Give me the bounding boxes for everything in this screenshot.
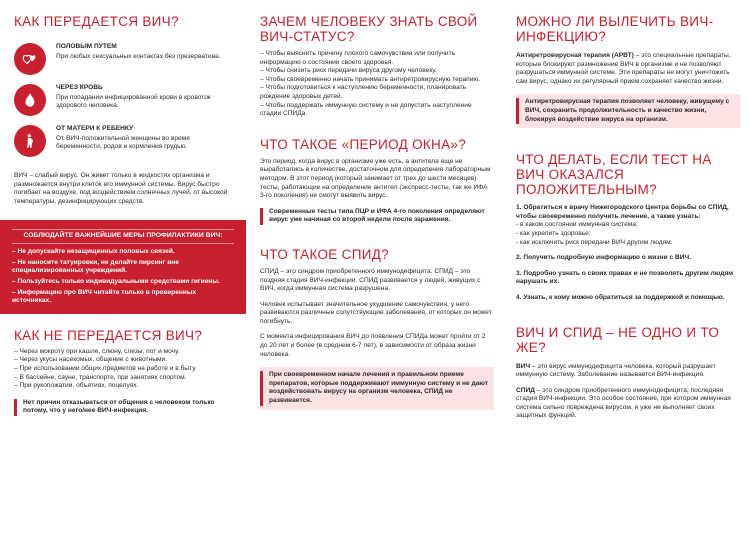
art-text: – это специальные препараты, которые блокируют размножение ВИЧ в организме и не позволяют разрушаться иммунной системе. Эти препараты не могут уничтожить сам вирус, однако их регулярный прием сохраняет качество жизни. <box>516 52 731 85</box>
way-mother <box>14 125 236 157</box>
hiv-term: ВИЧ <box>516 362 531 370</box>
list-item: - как исключить риск передачи ВИЧ другим людям. <box>516 238 673 246</box>
prevention-item: – Не допускайте незащищенных половых связей. <box>12 248 175 256</box>
list-item: – Через укусы насекомых, общение с животными. <box>14 356 167 364</box>
communication-note <box>14 399 236 416</box>
note-text: Современные тесты типа ПЦР и ИФА 4-го поколения определяют вирус уже начиная со второй недели после заражения. <box>269 207 485 224</box>
list-item: - как укрепить здоровье; <box>516 229 591 237</box>
aids-text: – это синдром приобретенного иммунодефицита, последняя стадия ВИЧ-инфекции. Это особое состояние, при котором иммунная система сильно повреждена вирусом, и уже не выполняет своих защитных функций. <box>516 386 731 420</box>
way-blood <box>14 84 236 116</box>
section-title-hiv-vs-aids: ВИЧ И СПИД – НЕ ОДНО И ТО ЖЕ? <box>516 324 720 355</box>
column-3 <box>504 0 750 536</box>
note-bar <box>14 399 17 416</box>
column-2 <box>246 0 504 536</box>
list-item: – Чтобы подготовиться к наступлению беременности, планировать рождение здоровых детей. <box>260 84 467 100</box>
hiv-text: – это вирус иммунодефицита человека, который разрушает иммунную систему. Заболевание называется ВИЧ-инфекция. <box>516 362 716 379</box>
way-head: ПОЛОВЫМ ПУТЕМ <box>56 43 117 50</box>
note-text: Антиретровирусная терапия позволяет человеку, живущему с ВИЧ, сохранить продолжительность и качество жизни, блокируя воздействие вируса на организм. <box>525 98 730 123</box>
way-text: От ВИЧ-положительной женщины во время беременности, родов и кормления грудью. <box>56 134 190 151</box>
note-text: Нет причин отказываться от общения с человеком только потому, что у него/нее ВИЧ-инфекция. <box>23 398 215 415</box>
note-bar <box>516 98 519 124</box>
prevention-item: – Информацию про ВИЧ читайте только в проверенных источниках. <box>12 288 197 305</box>
section-title-positive-test: ЧТО ДЕЛАТЬ, ЕСЛИ ТЕСТ НА ВИЧ ОКАЗАЛСЯ ПОЛОЖИТЕЛЬНЫМ? <box>516 152 712 198</box>
section-title-aids: ЧТО ТАКОЕ СПИД? <box>260 246 389 262</box>
list-item: – Через мокроту при кашле, слюну, слезы, пот и мочу. <box>14 347 180 355</box>
column-1 <box>0 0 246 536</box>
section-title-transmission: КАК ПЕРЕДАЕТСЯ ВИЧ? <box>14 14 179 29</box>
way-head: ЧЕРЕЗ КРОВЬ <box>56 84 103 91</box>
aids-term: СПИД <box>516 386 535 394</box>
section-title-not-transmitted: КАК НЕ ПЕРЕДАЕТСЯ ВИЧ? <box>14 327 203 343</box>
way-text: При попадании инфицированной крови в кровоток здорового человека. <box>56 93 211 110</box>
window-paragraph: Это период, когда вирус в организме уже есть, а антитела еще не выработались в количестве, достаточном для определения лабораторным методом. В этот период (который занимает от трех до шести месяцев) тесты, работающие на определение антител (экспресс-тесты, так же ИФА 3-го поколения) не смогут выявить вирус. <box>260 157 491 200</box>
way-head: ОТ МАТЕРИ К РЕБЕНКУ <box>56 125 134 132</box>
prevention-item: – Пользуйтесь только индивидуальными средствами гигиены. <box>12 277 220 285</box>
aids-note <box>260 367 494 409</box>
aids-paragraph-2: Человек испытывает значительное ухудшение самочувствия, у него развиваются различные сопутствующие заболевания, от которых он может погибнуть. <box>260 300 492 325</box>
list-item: – Чтобы своевременно начать принимать антиретровирусную терапию. <box>260 75 481 83</box>
pregnant-woman-icon <box>14 125 46 157</box>
window-note <box>260 208 494 225</box>
list-item: – Чтобы поддержать иммунную систему и не допустить наступление стадии СПИДа. <box>260 101 472 118</box>
way-text: При любых сексуальных контактах без презерватива. <box>56 52 221 60</box>
aids-paragraph-1: СПИД – это синдром приобретенного иммунодефицита. СПИД – это поздняя стадия ВИЧ-инфекции. СПИД развивается у людей, живущих с ВИЧ, когда иммунная система разрушена. <box>260 267 481 293</box>
prevention-item: – Не наносите татуировки, не делайте пирсинг вне специализированных учреждений. <box>12 258 179 275</box>
note-bar <box>260 208 263 225</box>
list-item: – Чтобы снизить риск передачи вируса другому человеку. <box>260 67 437 75</box>
section-title-window-period: ЧТО ТАКОЕ «ПЕРИОД ОКНА»? <box>260 136 467 152</box>
blood-drop-icon <box>14 84 46 116</box>
hearts-icon <box>14 43 46 75</box>
hiv-definition <box>516 363 740 380</box>
virus-paragraph: ВИЧ – слабый вирус. Он живет только в жидкостях организма и размножается внутри клеток его иммунной системы. Вирус быстро погибает на воздухе, под воздействием солнечных лучей, от высокой температуры, дезинфицирующих средств. <box>14 172 228 205</box>
section-title-why-know: ЗАЧЕМ ЧЕЛОВЕКУ ЗНАТЬ СВОЙ ВИЧ-СТАТУС? <box>260 14 478 44</box>
prevention-title: СОБЛЮДАЙТЕ ВАЖНЕЙШИЕ МЕРЫ ПРОФИЛАКТИКИ ВИЧ: <box>12 229 234 244</box>
section-title-cure: МОЖНО ЛИ ВЫЛЕЧИТЬ ВИЧ-ИНФЕКЦИЮ? <box>516 14 714 44</box>
step-4: 4. Узнать, к кому можно обратиться за поддержкой и помощью. <box>516 293 725 301</box>
list-item: – В бассейне, сауне, транспорте, при занятиях спортом. <box>14 373 187 381</box>
list-item: – При использовании общих предметов на работе и в быту. <box>14 364 197 372</box>
step-1: 1. Обратиться к врачу Нижегородского Центра борьбы со СПИД, чтобы своевременно получить лечение, а также узнать: <box>516 204 729 220</box>
list-item: – Чтобы выяснить причину плохого самочувствия или получить информацию о состоянии своего здоровья. <box>260 50 456 66</box>
art-note <box>516 94 740 128</box>
list-item: - в каком состоянии иммунная система; <box>516 221 638 229</box>
way-sexual <box>14 43 236 75</box>
art-paragraph <box>516 52 740 86</box>
list-item: – При рукопожатии, объятиях, поцелуях. <box>14 382 139 390</box>
note-text: При своевременном начале лечения и правильном приеме препаратов, которые поддерживают иммунную систему и не дают воздействовать вирусу на организм человека, СПИД не развивается. <box>269 371 488 405</box>
aids-paragraph-3: С момента инфицирования ВИЧ до появления СПИДа может пройти от 2 до 20 лет и более (в среднем 6-7 лет), в зависимости от образа жизни человека. <box>260 333 486 358</box>
art-term: Антиретровирусная терапия (АРВТ) <box>516 52 634 59</box>
prevention-box <box>0 220 246 313</box>
step-2: 2. Получить подробную информацию о жизни с ВИЧ. <box>516 254 691 262</box>
step-3: 3. Подробно узнать о своих правах и не позволять другим людям нарушать их. <box>516 269 734 286</box>
aids-definition <box>516 387 740 421</box>
note-bar <box>260 371 263 405</box>
